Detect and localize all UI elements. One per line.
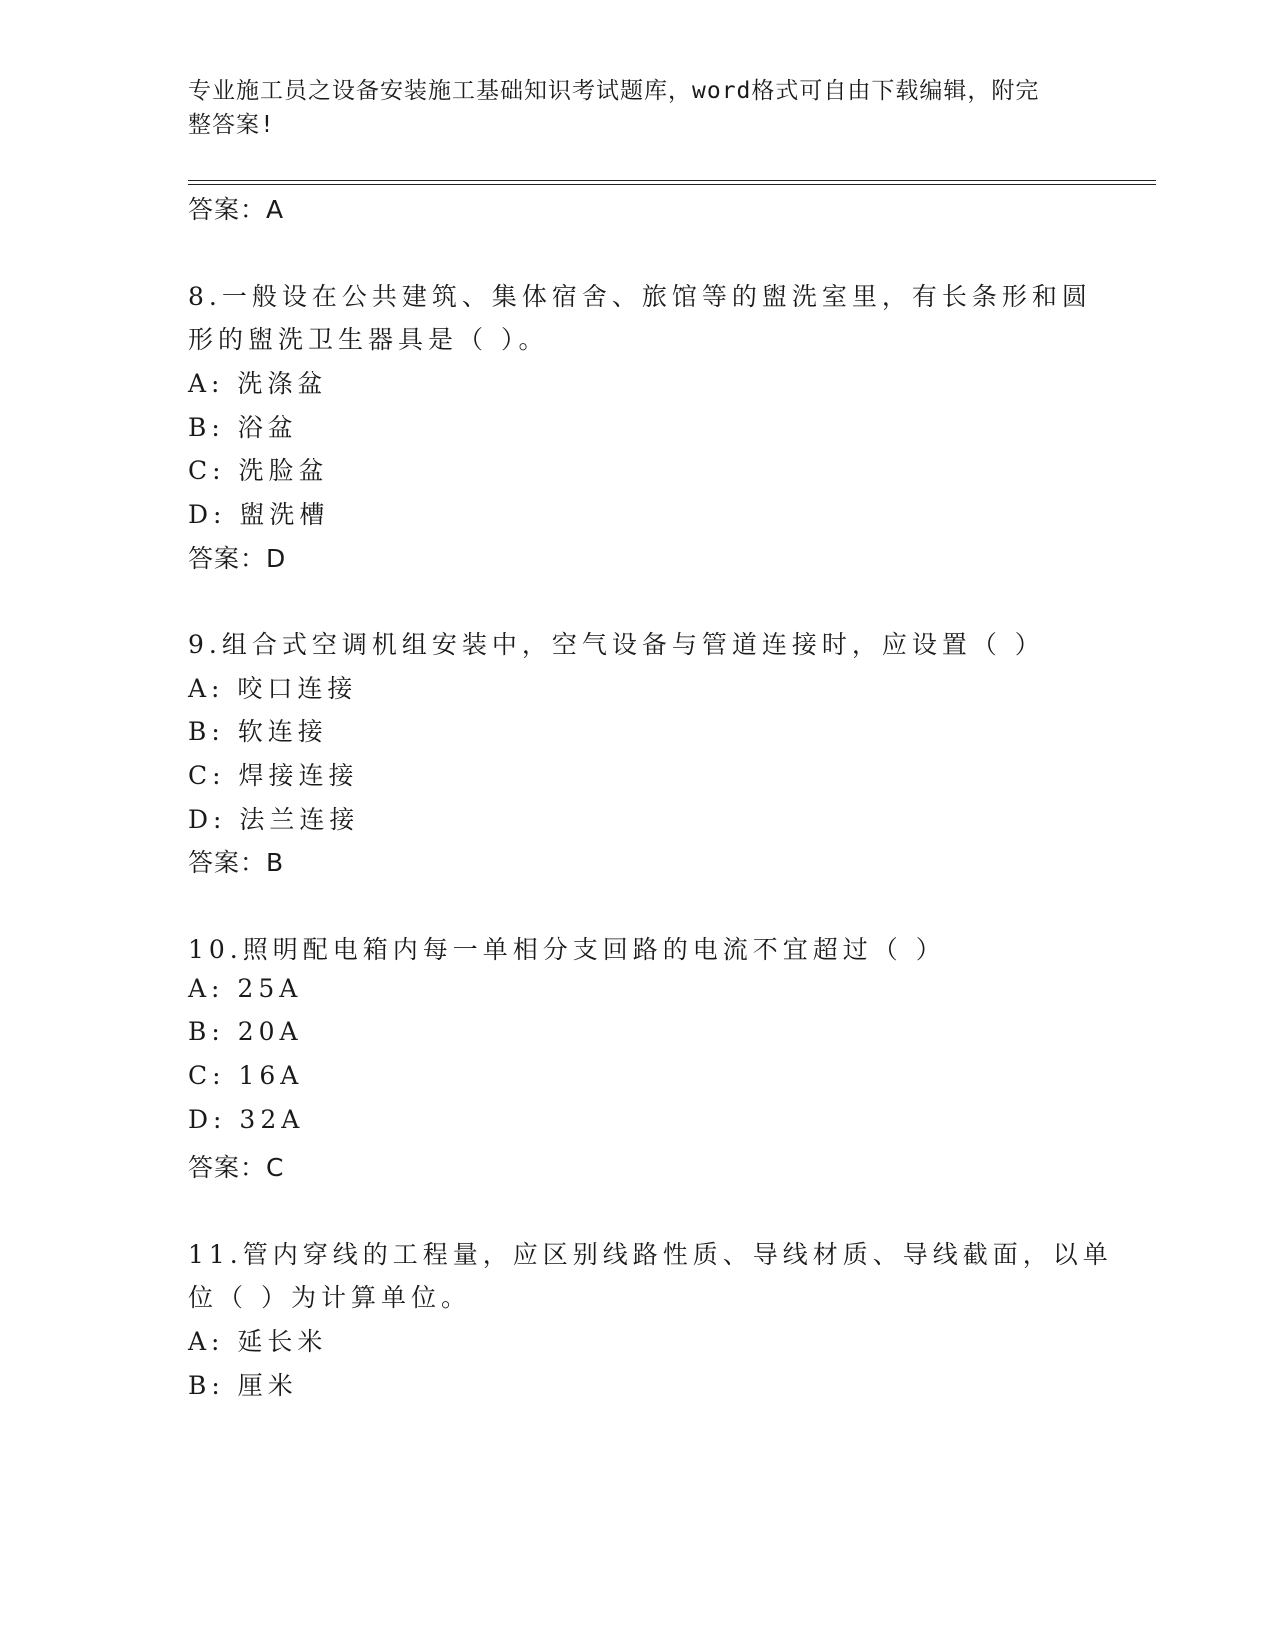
- header-line-1: 专业施工员之设备安装施工基础知识考试题库，word格式可自由下载编辑，附完: [188, 78, 1040, 104]
- q9-option-a: A: 咬口连接: [188, 674, 358, 703]
- header-divider-bottom: [188, 184, 1156, 185]
- q10-answer: 答案：C: [188, 1153, 285, 1182]
- q9-answer: 答案：B: [188, 848, 285, 877]
- q9-stem-line-1: 9.组合式空调机组安装中，空气设备与管道连接时，应设置（ ）: [188, 630, 1045, 659]
- q8-answer: 答案：D: [188, 544, 287, 573]
- q10-option-c: C: 16A: [188, 1061, 304, 1090]
- q10-option-a: A: 25A: [188, 974, 303, 1003]
- q9-option-d: D: 法兰连接: [188, 805, 360, 834]
- q10-stem-line-1: 10.照明配电箱内每一单相分支回路的电流不宜超过（ ）: [188, 935, 946, 964]
- header-divider-top: [188, 180, 1156, 181]
- q11-option-b: B: 厘米: [188, 1371, 298, 1400]
- header-line-2: 整答案!: [188, 112, 275, 138]
- q8-stem-line-2: 形的盥洗卫生器具是（ ）。: [188, 325, 549, 354]
- q9-option-c: C: 焊接连接: [188, 761, 359, 790]
- q8-option-d: D: 盥洗槽: [188, 500, 330, 529]
- q8-option-c: C: 洗脸盆: [188, 456, 329, 485]
- q8-option-b: B: 浴盆: [188, 413, 298, 442]
- q10-option-d: D: 32A: [188, 1105, 305, 1134]
- q8-stem-line-1: 8.一般设在公共建筑、集体宿舍、旅馆等的盥洗室里，有长条形和圆: [188, 282, 1092, 311]
- document-header: [188, 74, 1088, 142]
- q11-option-a: A: 延长米: [188, 1327, 328, 1356]
- q11-stem-line-1: 11.管内穿线的工程量，应区别线路性质、导线材质、导线截面，以单: [188, 1240, 1113, 1269]
- answer-previous: 答案：A: [188, 195, 285, 224]
- q9-option-b: B: 软连接: [188, 717, 328, 746]
- q11-stem-line-2: 位（ ）为计算单位。: [188, 1283, 471, 1312]
- q8-option-a: A: 洗涤盆: [188, 369, 328, 398]
- q10-option-b: B: 20A: [188, 1017, 303, 1046]
